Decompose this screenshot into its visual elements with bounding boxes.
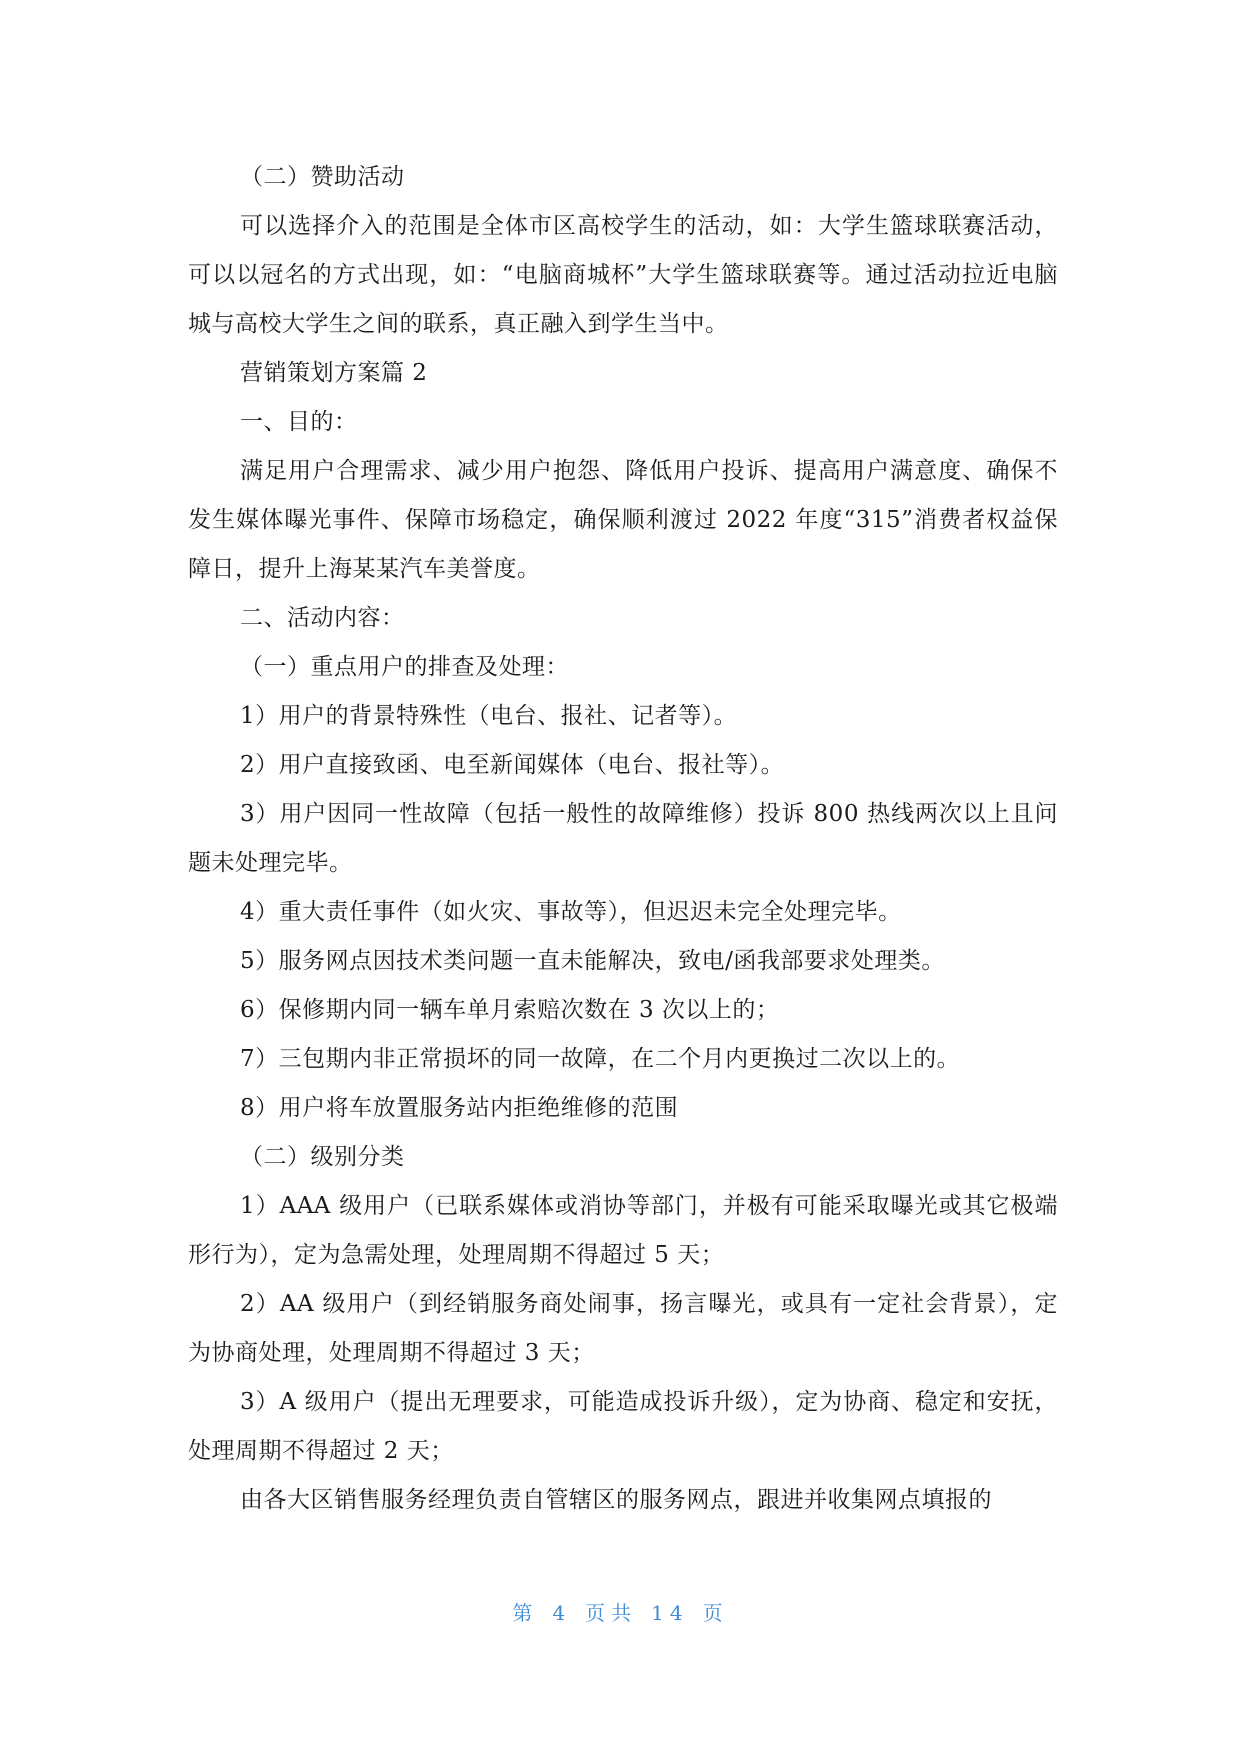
heading-purpose: 一、目的：	[240, 409, 358, 435]
list-item-4: 4）重大责任事件（如火灾、事故等），但迟迟未完全处理完毕。	[240, 899, 902, 925]
level-aa: 2）AA 级用户（到经销服务商处闹事，扬言曝光，或具有一定社会背景），定为协商处理，处理周期不得超过 3 天；	[188, 1291, 1058, 1366]
page-footer	[0, 1597, 1241, 1626]
footer-suffix: 页	[702, 1601, 729, 1625]
article-title-part-2: 营销策划方案篇 2	[240, 360, 428, 386]
section-heading-sponsorship: （二）赞助活动	[240, 164, 405, 190]
footer-prefix: 第	[512, 1601, 539, 1625]
list-item-1: 1）用户的背景特殊性（电台、报社、记者等）。	[240, 703, 738, 729]
list-item-8: 8）用户将车放置服务站内拒绝维修的范围	[240, 1095, 679, 1121]
paragraph-purpose: 满足用户合理需求、减少用户抱怨、降低用户投诉、提高用户满意度、确保不发生媒体曝光事件、保障市场稳定，确保顺利渡过 2022 年度“315”消费者权益保障日，提升上海某某汽车美誉度。	[188, 458, 1058, 582]
subheading-key-users: （一）重点用户的排查及处理：	[240, 654, 569, 680]
current-page-number: 4	[552, 1601, 572, 1625]
list-item-7: 7）三包期内非正常损坏的同一故障，在二个月内更换过二次以上的。	[240, 1046, 961, 1072]
list-item-3: 3）用户因同一性故障（包括一般性的故障维修）投诉 800 热线两次以上且问题未处理完毕。	[188, 801, 1058, 876]
subheading-level-classification: （二）级别分类	[240, 1144, 405, 1170]
list-item-5: 5）服务网点因技术类问题一直未能解决，致电/函我部要求处理类。	[240, 948, 945, 974]
list-item-2: 2）用户直接致函、电至新闻媒体（电台、报社等）。	[240, 752, 785, 778]
paragraph-sponsorship-scope: 可以选择介入的范围是全体市区高校学生的活动，如：大学生篮球联赛活动，可以以冠名的方式出现，如：“电脑商城杯”大学生篮球联赛等。通过活动拉近电脑城与高校大学生之间的联系，真正融入到学生当中。	[188, 213, 1058, 337]
paragraph-regional-manager: 由各大区销售服务经理负责自管辖区的服务网点，跟进并收集网点填报的	[240, 1487, 992, 1513]
document-body	[188, 153, 1058, 1525]
level-aaa: 1）AAA 级用户（已联系媒体或消协等部门，并极有可能采取曝光或其它极端形行为），定为急需处理，处理周期不得超过 5 天；	[188, 1193, 1058, 1268]
total-page-count: 14	[651, 1601, 689, 1625]
footer-middle: 页共	[585, 1601, 638, 1625]
level-a: 3）A 级用户（提出无理要求，可能造成投诉升级），定为协商、稳定和安抚，处理周期不得超过 2 天；	[188, 1389, 1058, 1464]
list-item-6: 6）保修期内同一辆车单月索赔次数在 3 次以上的；	[240, 997, 780, 1023]
heading-activity-content: 二、活动内容：	[240, 605, 405, 631]
